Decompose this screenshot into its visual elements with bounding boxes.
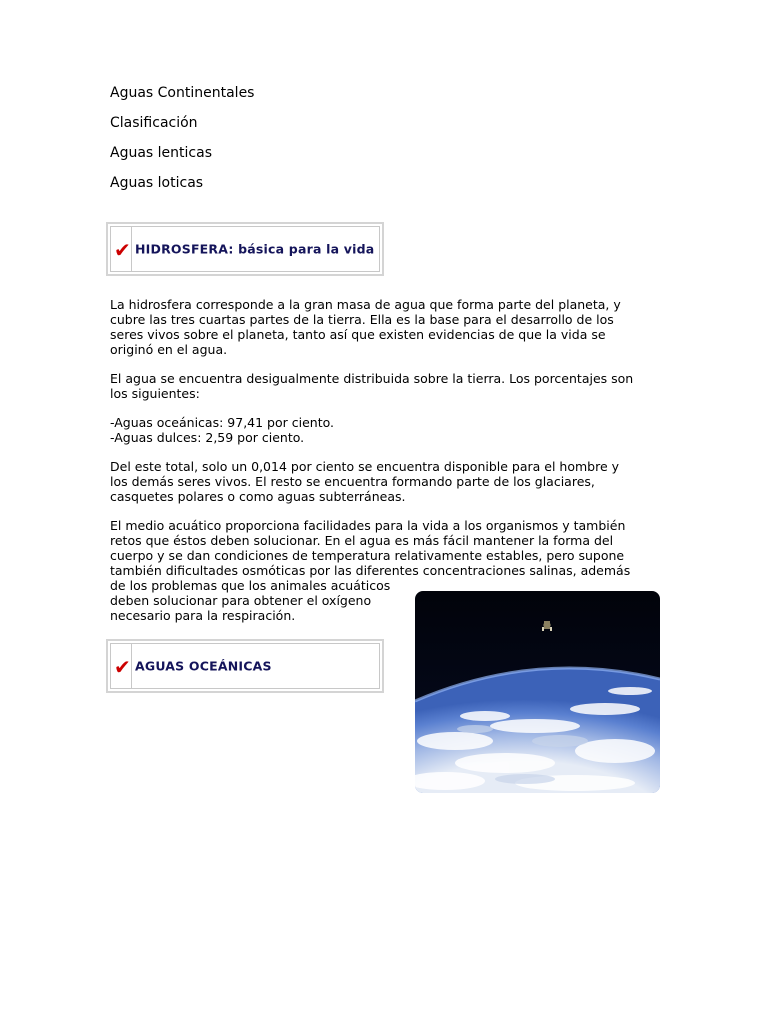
nav-link-aguas-lenticas[interactable]: Aguas lenticas xyxy=(110,145,212,161)
section-header-hidrosfera xyxy=(106,222,384,276)
checkmark-icon: ✔ xyxy=(114,238,131,262)
nav-link-clasificacion[interactable]: Clasificación xyxy=(110,115,198,131)
section-title-hidrosfera: HIDROSFERA: básica para la vida xyxy=(135,241,375,257)
paragraph-distribution: El agua se encuentra desigualmente distribuida sobre la tierra. Los porcentajes son los siguientes: xyxy=(110,371,634,401)
paragraph-aquatic-environment: El medio acuático proporciona facilidades para la vida a los organismos y también retos que éstos deben solucionar. En el agua es más fácil mantener la forma del cuerpo y se dan condiciones de temperatura relativamente estables, pero supone también dificultades osmóticas por las diferentes concentraciones salinas, además de los problemas que los animales acuáticos deben solucionar para obtener el oxígeno necesario para la respiración. xyxy=(110,518,631,623)
paragraph-percentages: -Aguas oceánicas: 97,41 por ciento. -Aguas dulces: 2,59 por ciento. xyxy=(110,415,334,445)
nav-link-aguas-loticas[interactable]: Aguas loticas xyxy=(110,175,204,191)
checkmark-icon: ✔ xyxy=(114,655,131,679)
earth-from-space-image xyxy=(415,591,660,793)
section-title-aguas-oceanicas: AGUAS OCEÁNICAS xyxy=(135,658,272,674)
section-header-aguas-oceanicas xyxy=(106,639,384,693)
nav-link-aguas-continentales[interactable]: Aguas Continentales xyxy=(110,85,255,101)
paragraph-intro: La hidrosfera corresponde a la gran masa de agua que forma parte del planeta, y cubre las tres cuartas partes de la tierra. Ella es la base para el desarrollo de los seres vivos sobre el planeta, tanto así que existen evidencias de que la vida se originó en el agua. xyxy=(110,297,621,357)
paragraph-availability: Del este total, solo un 0,014 por ciento se encuentra disponible para el hombre y los demás seres vivos. El resto se encuentra formando parte de los glaciares, casquetes polares o como aguas subterráneas. xyxy=(110,459,620,504)
